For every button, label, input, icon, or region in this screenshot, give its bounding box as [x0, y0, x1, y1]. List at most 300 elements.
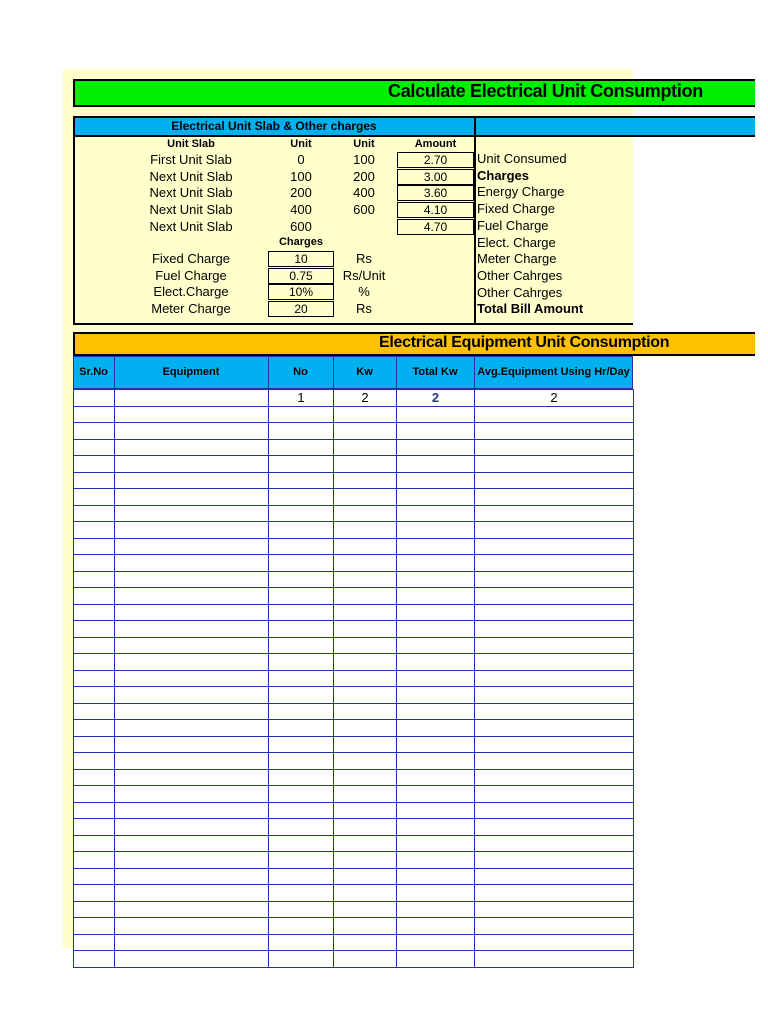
slab-divider	[474, 116, 476, 325]
table-row	[74, 637, 634, 654]
table-cell[interactable]	[475, 604, 634, 621]
table-cell[interactable]	[397, 637, 475, 654]
table-row	[74, 951, 634, 968]
slab-row-from: 200	[290, 185, 312, 201]
table-cell[interactable]	[115, 522, 269, 539]
table-cell[interactable]	[269, 670, 334, 687]
table-cell[interactable]	[74, 951, 115, 968]
table-row	[74, 439, 634, 456]
table-cell[interactable]	[269, 753, 334, 770]
table-row	[74, 868, 634, 885]
table-cell[interactable]	[475, 885, 634, 902]
table-cell[interactable]	[397, 736, 475, 753]
table-cell[interactable]	[269, 703, 334, 720]
table-cell[interactable]	[397, 538, 475, 555]
table-cell[interactable]	[475, 835, 634, 852]
table-cell[interactable]	[115, 885, 269, 902]
charges-header: Charges	[278, 236, 324, 248]
table-row	[74, 901, 634, 918]
table-cell[interactable]	[74, 604, 115, 621]
table-cell[interactable]	[334, 604, 397, 621]
summary-label: Other Cahrges	[477, 284, 563, 300]
table-cell[interactable]	[269, 571, 334, 588]
table-cell[interactable]	[115, 406, 269, 423]
table-cell[interactable]	[475, 571, 634, 588]
table-cell[interactable]	[269, 621, 334, 638]
th-sr-no: Sr.No	[79, 366, 108, 378]
slab-row-label: Next Unit Slab	[149, 218, 233, 234]
slab-row-to: 600	[353, 202, 375, 218]
summary-header-bar	[475, 116, 755, 137]
charge-unit: Rs/Unit	[342, 267, 386, 283]
table-cell[interactable]	[269, 786, 334, 803]
table-cell[interactable]	[397, 868, 475, 885]
table-cell[interactable]	[115, 918, 269, 935]
table-cell[interactable]	[334, 934, 397, 951]
table-cell[interactable]	[397, 819, 475, 836]
table-cell[interactable]	[334, 852, 397, 869]
slab-left-border	[73, 116, 75, 325]
equipment-section-header: Electrical Equipment Unit Consumption	[379, 334, 670, 351]
table-cell[interactable]	[74, 390, 115, 407]
slab-row-label: Next Unit Slab	[149, 202, 233, 218]
table-cell[interactable]	[397, 505, 475, 522]
table-cell[interactable]	[475, 802, 634, 819]
equipment-table	[73, 389, 633, 968]
table-cell[interactable]	[115, 489, 269, 506]
table-cell[interactable]	[269, 901, 334, 918]
table-cell[interactable]	[269, 720, 334, 737]
table-cell[interactable]	[397, 489, 475, 506]
table-cell[interactable]	[115, 852, 269, 869]
table-cell[interactable]	[475, 522, 634, 539]
table-cell[interactable]	[269, 951, 334, 968]
table-cell[interactable]	[269, 439, 334, 456]
table-cell[interactable]	[334, 687, 397, 704]
table-cell[interactable]	[74, 670, 115, 687]
table-cell[interactable]	[74, 852, 115, 869]
table-cell[interactable]	[115, 868, 269, 885]
table-cell[interactable]	[115, 835, 269, 852]
table-cell[interactable]	[334, 522, 397, 539]
summary-label: Unit Consumed	[477, 151, 567, 166]
table-cell[interactable]	[269, 819, 334, 836]
table-cell[interactable]	[269, 489, 334, 506]
table-cell[interactable]	[74, 687, 115, 704]
table-cell[interactable]	[115, 456, 269, 473]
table-cell[interactable]	[115, 786, 269, 803]
table-row	[74, 918, 634, 935]
table-cell[interactable]	[115, 703, 269, 720]
slab-bottom-border	[73, 323, 633, 325]
table-cell[interactable]	[115, 390, 269, 407]
table-cell[interactable]	[475, 670, 634, 687]
table-cell[interactable]	[74, 901, 115, 918]
table-cell[interactable]	[269, 736, 334, 753]
slab-amount-cell[interactable]: 3.00	[397, 169, 474, 185]
col-unit-to: Unit	[353, 138, 375, 150]
table-row	[74, 472, 634, 489]
table-cell[interactable]	[334, 670, 397, 687]
table-row	[74, 687, 634, 704]
slab-row-to: 400	[353, 185, 375, 201]
table-cell[interactable]	[397, 703, 475, 720]
table-cell[interactable]	[74, 489, 115, 506]
table-cell[interactable]	[397, 406, 475, 423]
table-cell[interactable]	[397, 951, 475, 968]
table-cell[interactable]	[334, 621, 397, 638]
table-cell[interactable]	[74, 621, 115, 638]
table-cell[interactable]	[115, 637, 269, 654]
table-cell[interactable]	[115, 588, 269, 605]
table-cell[interactable]	[269, 522, 334, 539]
table-cell[interactable]	[74, 637, 115, 654]
table-row	[74, 621, 634, 638]
table-cell[interactable]	[334, 786, 397, 803]
table-row	[74, 670, 634, 687]
table-cell[interactable]	[397, 835, 475, 852]
table-cell[interactable]	[115, 538, 269, 555]
table-cell[interactable]	[397, 604, 475, 621]
table-cell[interactable]: 2	[397, 390, 475, 407]
table-cell[interactable]	[397, 885, 475, 902]
slab-row-label: Next Unit Slab	[149, 168, 233, 184]
table-cell[interactable]	[74, 868, 115, 885]
th-divider	[114, 356, 115, 389]
charge-value-cell[interactable]: 10	[268, 251, 334, 267]
table-row	[74, 654, 634, 671]
table-row	[74, 456, 634, 473]
table-cell[interactable]	[74, 885, 115, 902]
slab-row-from: 100	[290, 168, 312, 184]
table-cell[interactable]	[74, 571, 115, 588]
table-row	[74, 835, 634, 852]
table-cell[interactable]	[74, 505, 115, 522]
table-cell[interactable]	[475, 934, 634, 951]
slab-amount-cell[interactable]: 2.70	[397, 152, 474, 168]
table-row	[74, 753, 634, 770]
summary-label: Meter Charge	[477, 251, 557, 267]
table-cell[interactable]	[334, 423, 397, 440]
table-cell[interactable]	[397, 571, 475, 588]
table-cell[interactable]	[269, 687, 334, 704]
table-cell[interactable]	[475, 736, 634, 753]
table-row	[74, 885, 634, 902]
slab-amount-cell[interactable]: 4.10	[397, 202, 474, 218]
table-cell[interactable]	[475, 406, 634, 423]
table-row	[74, 786, 634, 803]
slab-amount-cell[interactable]: 3.60	[397, 185, 474, 201]
table-cell[interactable]	[74, 703, 115, 720]
table-cell[interactable]	[269, 555, 334, 572]
table-cell[interactable]	[74, 538, 115, 555]
th-kw: Kw	[356, 366, 373, 378]
table-cell[interactable]	[269, 423, 334, 440]
table-cell[interactable]	[475, 439, 634, 456]
table-cell[interactable]	[334, 406, 397, 423]
table-cell[interactable]	[115, 621, 269, 638]
table-cell[interactable]	[115, 934, 269, 951]
table-cell[interactable]	[475, 687, 634, 704]
charge-value-cell[interactable]: 10%	[268, 284, 334, 300]
table-cell[interactable]	[475, 423, 634, 440]
table-cell[interactable]	[269, 934, 334, 951]
table-cell[interactable]	[334, 901, 397, 918]
th-divider	[474, 356, 475, 389]
table-cell[interactable]	[334, 769, 397, 786]
table-cell[interactable]	[397, 918, 475, 935]
table-row	[74, 505, 634, 522]
slab-row-to: 200	[353, 168, 375, 184]
table-cell[interactable]	[115, 654, 269, 671]
charge-label: Meter Charge	[151, 301, 231, 317]
charge-value-cell[interactable]: 20	[268, 301, 334, 317]
table-cell[interactable]	[475, 489, 634, 506]
table-cell[interactable]	[269, 472, 334, 489]
charge-unit: Rs	[356, 251, 372, 266]
table-row	[74, 588, 634, 605]
table-row	[74, 703, 634, 720]
th-divider	[333, 356, 334, 389]
table-cell[interactable]	[334, 753, 397, 770]
table-cell[interactable]	[475, 852, 634, 869]
table-cell[interactable]	[74, 472, 115, 489]
table-cell[interactable]	[269, 802, 334, 819]
table-cell[interactable]	[475, 901, 634, 918]
table-cell[interactable]	[74, 918, 115, 935]
table-cell[interactable]	[334, 538, 397, 555]
table-cell[interactable]	[115, 802, 269, 819]
table-row	[74, 769, 634, 786]
table-cell[interactable]	[74, 934, 115, 951]
summary-label: Fixed Charge	[477, 201, 556, 217]
table-cell[interactable]	[115, 555, 269, 572]
th-divider	[268, 356, 269, 389]
table-cell[interactable]	[475, 472, 634, 489]
table-cell[interactable]	[475, 456, 634, 473]
slab-row-label: First Unit Slab	[150, 152, 232, 167]
table-cell[interactable]	[397, 439, 475, 456]
table-cell[interactable]	[115, 819, 269, 836]
table-cell[interactable]	[397, 901, 475, 918]
slab-section-header: Electrical Unit Slab & Other charges	[171, 119, 377, 133]
table-cell[interactable]	[475, 588, 634, 605]
table-cell[interactable]	[115, 439, 269, 456]
table-cell[interactable]	[334, 439, 397, 456]
table-cell[interactable]	[475, 769, 634, 786]
table-row	[74, 390, 634, 407]
table-cell[interactable]	[74, 802, 115, 819]
table-cell[interactable]	[269, 456, 334, 473]
table-cell[interactable]	[475, 720, 634, 737]
table-cell[interactable]	[269, 852, 334, 869]
table-cell[interactable]	[397, 472, 475, 489]
table-cell[interactable]	[397, 522, 475, 539]
table-cell[interactable]	[334, 489, 397, 506]
table-cell[interactable]	[475, 505, 634, 522]
table-cell[interactable]	[334, 505, 397, 522]
table-cell[interactable]	[475, 637, 634, 654]
table-cell[interactable]	[397, 670, 475, 687]
table-cell[interactable]	[397, 769, 475, 786]
table-cell[interactable]	[74, 819, 115, 836]
table-cell[interactable]	[115, 687, 269, 704]
table-cell[interactable]	[475, 918, 634, 935]
table-cell[interactable]	[334, 802, 397, 819]
table-cell[interactable]	[397, 753, 475, 770]
table-cell[interactable]	[334, 819, 397, 836]
col-amount: Amount	[414, 138, 457, 150]
table-cell[interactable]	[334, 885, 397, 902]
table-cell[interactable]	[74, 406, 115, 423]
table-cell[interactable]	[269, 769, 334, 786]
table-cell[interactable]	[475, 654, 634, 671]
table-cell[interactable]	[269, 637, 334, 654]
table-row	[74, 555, 634, 572]
table-cell[interactable]	[334, 588, 397, 605]
summary-label: Charges	[477, 167, 530, 183]
table-cell[interactable]	[115, 571, 269, 588]
summary-label: Elect. Charge	[477, 234, 556, 250]
table-cell[interactable]	[74, 786, 115, 803]
table-cell[interactable]	[269, 588, 334, 605]
table-row	[74, 819, 634, 836]
col-unit-from: Unit	[290, 138, 312, 150]
table-cell[interactable]	[475, 538, 634, 555]
table-cell[interactable]	[334, 637, 397, 654]
table-cell[interactable]	[74, 456, 115, 473]
th-no: No	[293, 366, 308, 378]
table-row	[74, 604, 634, 621]
table-cell[interactable]	[115, 670, 269, 687]
slab-row-from: 600	[290, 218, 312, 234]
table-cell[interactable]	[74, 835, 115, 852]
table-cell[interactable]	[269, 538, 334, 555]
table-cell[interactable]	[397, 621, 475, 638]
table-cell[interactable]	[397, 423, 475, 440]
table-cell[interactable]	[74, 769, 115, 786]
table-cell[interactable]	[334, 868, 397, 885]
table-cell[interactable]	[475, 819, 634, 836]
table-cell[interactable]	[475, 868, 634, 885]
table-cell[interactable]	[115, 423, 269, 440]
table-cell[interactable]	[269, 885, 334, 902]
table-cell[interactable]	[74, 522, 115, 539]
table-cell[interactable]	[334, 456, 397, 473]
table-cell[interactable]	[334, 472, 397, 489]
page-title: Calculate Electrical Unit Consumption	[388, 81, 703, 101]
charge-unit: Rs	[356, 301, 372, 317]
summary-label: Fuel Charge	[477, 217, 549, 233]
table-cell[interactable]	[269, 505, 334, 522]
table-cell[interactable]	[115, 736, 269, 753]
table-cell[interactable]	[269, 604, 334, 621]
table-cell[interactable]	[74, 720, 115, 737]
table-cell[interactable]	[397, 786, 475, 803]
table-cell[interactable]	[74, 654, 115, 671]
table-cell[interactable]	[475, 786, 634, 803]
table-cell[interactable]	[115, 720, 269, 737]
table-cell[interactable]	[334, 555, 397, 572]
table-row	[74, 571, 634, 588]
table-cell[interactable]	[397, 720, 475, 737]
table-row	[74, 423, 634, 440]
table-cell[interactable]	[475, 621, 634, 638]
table-cell[interactable]: 2	[334, 390, 397, 407]
table-cell[interactable]	[115, 604, 269, 621]
table-cell[interactable]	[74, 439, 115, 456]
table-row	[74, 538, 634, 555]
th-avg-hours: Avg.Equipment Using Hr/Day	[477, 366, 630, 378]
table-row	[74, 852, 634, 869]
table-cell[interactable]	[334, 951, 397, 968]
table-cell[interactable]	[397, 654, 475, 671]
table-cell[interactable]	[269, 835, 334, 852]
table-row	[74, 720, 634, 737]
table-cell[interactable]	[115, 951, 269, 968]
summary-label: Energy Charge	[477, 184, 565, 200]
table-cell[interactable]	[74, 736, 115, 753]
table-cell[interactable]	[269, 406, 334, 423]
table-cell[interactable]	[74, 753, 115, 770]
table-cell[interactable]	[334, 835, 397, 852]
table-cell[interactable]	[74, 423, 115, 440]
table-cell[interactable]	[475, 555, 634, 572]
table-cell[interactable]	[115, 901, 269, 918]
table-cell[interactable]	[115, 753, 269, 770]
table-cell[interactable]	[397, 555, 475, 572]
table-cell[interactable]	[397, 588, 475, 605]
col-unit-slab: Unit Slab	[167, 138, 215, 150]
table-cell[interactable]	[115, 472, 269, 489]
table-cell[interactable]	[115, 505, 269, 522]
table-cell[interactable]: 1	[269, 390, 334, 407]
table-cell[interactable]	[475, 753, 634, 770]
table-cell[interactable]	[397, 456, 475, 473]
table-cell[interactable]	[397, 802, 475, 819]
table-row	[74, 522, 634, 539]
table-row	[74, 406, 634, 423]
table-cell[interactable]	[334, 654, 397, 671]
table-cell[interactable]	[269, 868, 334, 885]
slab-amount-cell[interactable]: 4.70	[397, 219, 474, 235]
th-total-kw: Total Kw	[412, 366, 458, 378]
table-cell[interactable]	[334, 571, 397, 588]
table-cell[interactable]	[397, 687, 475, 704]
charge-value-cell[interactable]: 0.75	[268, 268, 334, 284]
table-cell[interactable]	[74, 555, 115, 572]
summary-label: Total Bill Amount	[477, 301, 584, 317]
charge-label: Fixed Charge	[151, 251, 231, 266]
table-cell[interactable]: 2	[475, 390, 634, 407]
table-cell[interactable]	[475, 703, 634, 720]
table-cell[interactable]	[397, 934, 475, 951]
table-cell[interactable]	[334, 918, 397, 935]
slab-row-from: 400	[290, 202, 312, 218]
table-cell[interactable]	[115, 769, 269, 786]
table-row	[74, 736, 634, 753]
table-cell[interactable]	[334, 703, 397, 720]
table-cell[interactable]	[334, 736, 397, 753]
table-cell[interactable]	[334, 720, 397, 737]
charge-unit: %	[358, 284, 370, 300]
summary-label: Other Cahrges	[477, 267, 563, 283]
table-cell[interactable]	[475, 951, 634, 968]
table-cell[interactable]	[74, 588, 115, 605]
table-cell[interactable]	[397, 852, 475, 869]
table-cell[interactable]	[269, 654, 334, 671]
table-cell[interactable]	[269, 918, 334, 935]
